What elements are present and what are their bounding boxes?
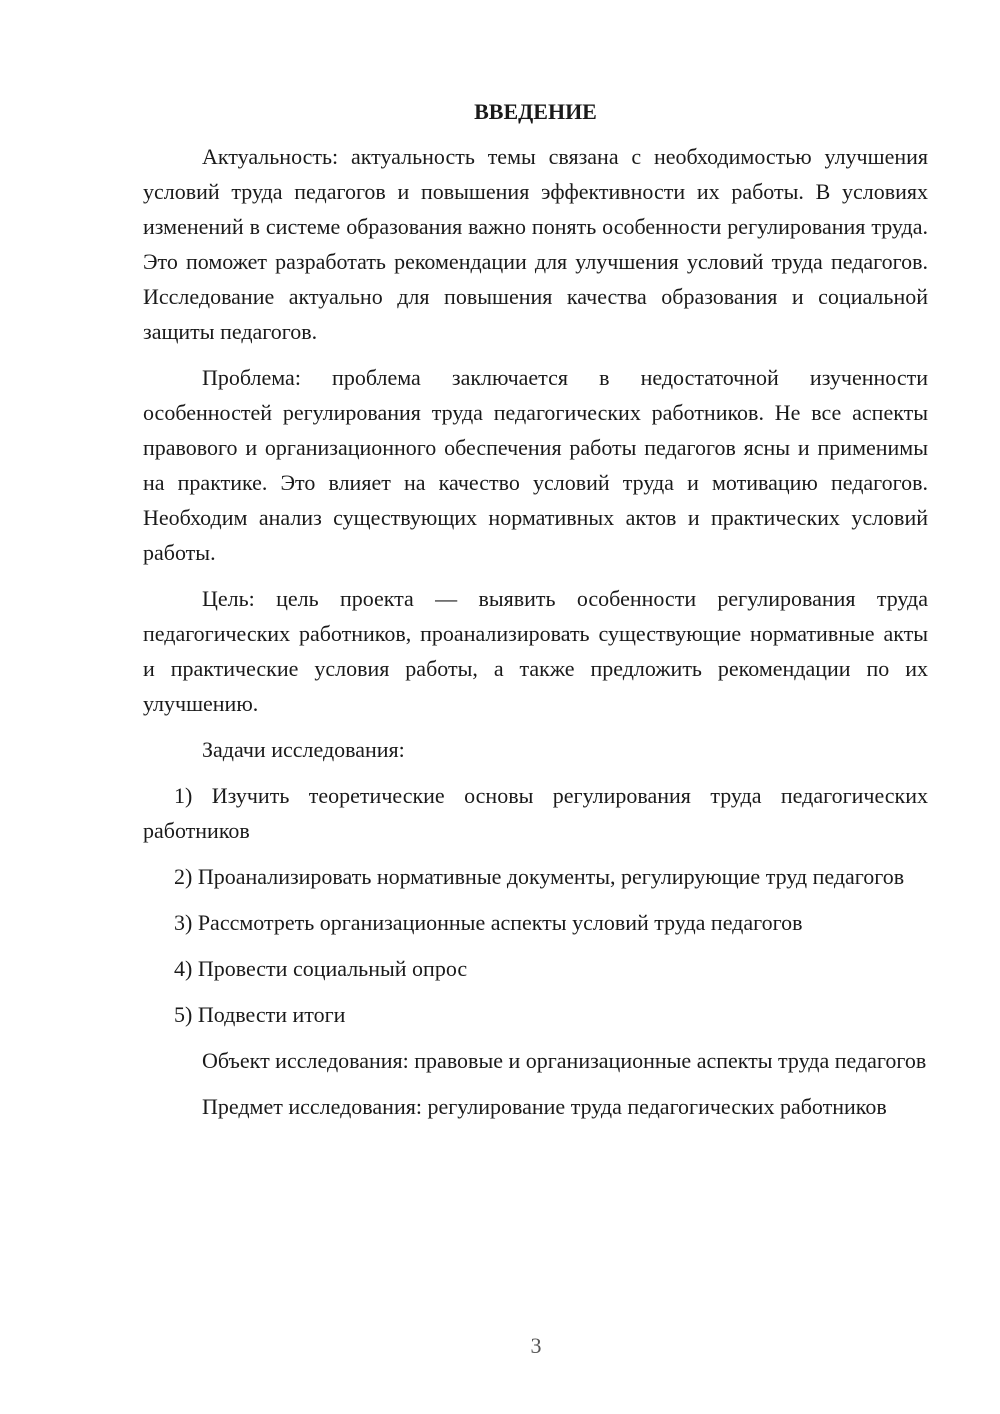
page-content [143,94,928,1135]
relevance-paragraph: Актуальность: актуальность темы связана с необходимостью улучшения условий труда педагогов и повышения эффективности их работы. В условиях изменений в системе образования важно понять особенности регулирования труда. Это поможет разработать рекомендации для улучшения условий труда педагогов. Исследование актуально для повышения качества образования и социальной защиты педагогов. [143,144,928,344]
section-heading: ВВЕДЕНИЕ [474,99,597,124]
task-item: 5) Подвести итоги [174,1002,346,1027]
page-number: 3 [530,1333,542,1358]
task-item: 3) Рассмотреть организационные аспекты условий труда педагогов [174,910,803,935]
problem-paragraph: Проблема: проблема заключается в недостаточной изученности особенностей регулирования труда педагогических работников. Не все аспекты правового и организационного обеспечения работы педагогов ясны и применимы на практике. Это влияет на качество условий труда и мотивацию педагогов. Необходим анализ существующих нормативных актов и практических условий работы. [143,365,928,565]
task-item: 1) Изучить теоретические основы регулирования труда педагогических работников [143,783,928,843]
goal-paragraph: Цель: цель проекта — выявить особенности регулирования труда педагогических работников, проанализировать существующие нормативные акты и практические условия работы, а также предложить рекомендации по их улучшению. [143,586,928,716]
object-paragraph: Объект исследования: правовые и организационные аспекты труда педагогов [202,1048,927,1073]
task-item: 2) Проанализировать нормативные документы, регулирующие труд педагогов [174,864,905,889]
task-item: 4) Провести социальный опрос [174,956,468,981]
tasks-heading: Задачи исследования: [202,737,405,762]
subject-paragraph: Предмет исследования: регулирование труда педагогических работников [202,1094,887,1119]
